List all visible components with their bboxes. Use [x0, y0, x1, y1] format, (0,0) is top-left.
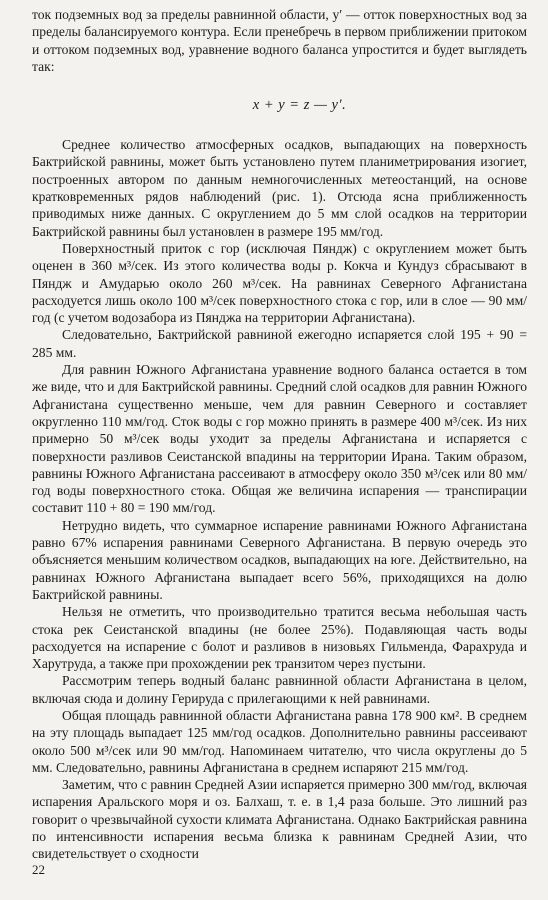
paragraph: Рассмотрим теперь водный баланс равнинной области Афганистана в целом, включая сюда и долину Герируда с прилегающими к ней равнинами.	[32, 673, 527, 706]
paragraph: Нельзя не отметить, что производительно тратится весьма небольшая часть стока рек Сеистанской впадины (не более 25%). Подавляющая часть воды расходуется на испарение с болот и разливов в низовьях Гильменда, Фарахруда и Харутруда, а также при прохождении рек транзитом через пустыни.	[32, 604, 527, 672]
paragraph: Нетрудно видеть, что суммарное испарение равнинами Южного Афганистана равно 67% испарения равнинами Северного Афганистана. В первую очередь это объясняется меньшим количеством осадков, выпадающих на юге. Действительно, на равнинах Южного Афганистана выпадает всего 56%, приходящихся на долю Бактрийской равнины.	[32, 517, 527, 602]
paragraph: Общая площадь равнинной области Афганистана равна 178 900 км². В среднем на эту площадь выпадает 125 мм/год осадков. Дополнительно равнины рассеивают около 500 м³/сек или 90 мм/год. Напоминаем читателю, что числа округлены до 5 мм. Следовательно, равнины Афганистана в среднем испаряют 215 мм/год.	[32, 707, 527, 775]
paragraph: Поверхностный приток с гор (исключая Пяндж) с округлением может быть оценен в 360 м³/сек. Из этого количества воды р. Кокча и Кундуз сбрасывают в Пяндж и Амударью около 260 м³/сек. На равнинах Северного Афганистана расходуется лишь около 100 м³/сек поверхностного стока с гор, или в слое — 90 мм/год (с учетом водозабора из Пянджа на территории Афганистана).	[32, 240, 527, 326]
paragraph: Среднее количество атмосферных осадков, выпадающих на поверхность Бактрийской равнины, может быть установлено путем планиметрирования изогиет, построенных автором по данным немногочисленных метеостанций, на основе кратковременных рядов наблюдений (рис. 1). Отсюда ясна приближенность приводимых ниже данных. С округлением до 5 мм слой осадков на территории Бактрийской равнины был установлен в размере 195 мм/год.	[32, 137, 527, 239]
paragraph: Следовательно, Бактрийской равниной ежегодно испаряется слой 195 + 90 = 285 мм.	[32, 327, 527, 360]
paragraph: ток подземных вод за пределы равнинной области, y′ — отток поверхностных вод за пределы балансируемого контура. Если пренебречь в первом приближении притоком и оттоком подземных вод, уравнение водного баланса упростится и будет выглядеть так:	[32, 7, 527, 74]
water-balance-equation: x + y = z — y′.	[252, 97, 347, 114]
paragraph: Для равнин Южного Афганистана уравнение водного баланса остается в том же виде, что и для Бактрийской равнины. Средний слой осадков для равнин Южного Афганистана существенно меньше, чем для равнин Северного и составляет округленно 110 мм/год. Сток воды с гор можно принять в размере 400 м³/сек. Из них примерно 50 м³/сек воды уходит за пределы Афганистана и испаряется с поверхности разливов Сеистанской впадины на территории Ирана. Таким образом, равнины Южного Афганистана рассеивают в атмосферу около 350 м³/сек или 80 мм/год воды поверхностного стока. Общая же величина испарения — транспирации составит 110 + 80 = 190 мм/год.	[32, 362, 527, 516]
page-number: 22	[32, 862, 45, 877]
paragraph: Заметим, что с равнин Средней Азии испаряется примерно 300 мм/год, включая испарения Аральского моря и оз. Балхаш, т. е. в 1,4 раза больше. Это лишний раз говорит о чрезвычайной сухости климата Афганистана. Однако Бактрийская равнина по интенсивности испарения весьма близка к равнинам Средней Азии, что свидетельствует о сходности	[32, 777, 527, 862]
